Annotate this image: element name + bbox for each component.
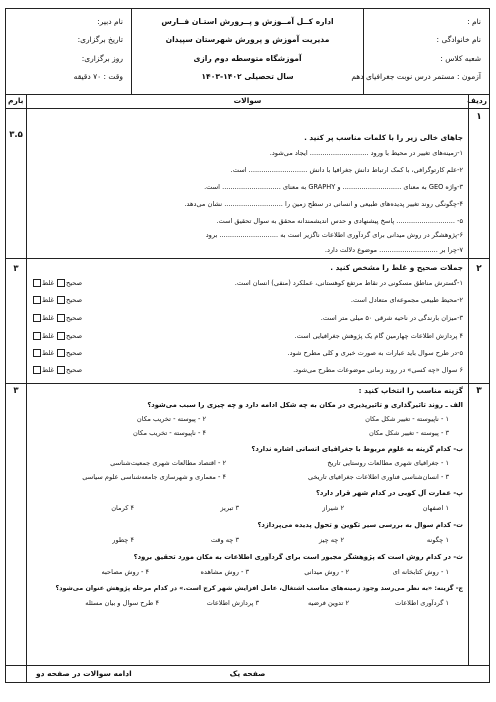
mc-option[interactable]: ۲ چه چیز: [318, 536, 344, 544]
question-item: ۲-علم کارتوگرافی، با کمک ارتباط دانش جغرافیا با دانش ............................ است.: [230, 166, 463, 174]
question-item: ۲-محیط طبیعی مجموعه‌ای متعادل است.: [350, 296, 463, 304]
section-true-false: [6, 258, 489, 384]
section-number: ۲: [476, 264, 482, 274]
mc-question: ب- کدام گزینه به علوم مربوط با جغرافیای انسانی اشاره ندارد؟: [251, 445, 463, 453]
mc-option[interactable]: ۴ کرمان: [111, 504, 134, 512]
false-checkbox[interactable]: [33, 332, 41, 340]
mc-question: ج- گزینه: «به نظر می‌رسد وجود زمینه‌های مناسب اشتغال، عامل افزایش شهر کرج است.» در کدام مرحله پژوهش عنوان می‌شود؟: [55, 584, 463, 592]
false-checkbox[interactable]: [33, 349, 41, 357]
mc-option[interactable]: ۳ - روش مشاهده: [200, 568, 249, 576]
time-label: وقت : ۷۰ دقیقه: [73, 72, 123, 81]
true-false-choice[interactable]: صحیح غلط: [32, 332, 82, 340]
section-number: ۳: [476, 386, 482, 396]
question-item: ۷-چرا بر ............................ موضوع دلالت دارد.: [324, 246, 463, 254]
exam-meta: [6, 9, 131, 94]
mc-option[interactable]: ۱ - جغرافیای شهری مطالعات روستایی تاریخ: [327, 459, 449, 467]
table-header: [6, 94, 489, 109]
mc-option[interactable]: ۴ - ناپیوسته - تخریب مکان: [133, 429, 206, 437]
question-item: ۱-زمینه‌های تغییر در محیط با ورود ............................ ایجاد می‌شود.: [269, 149, 463, 157]
date-label: تاریخ برگزاری:: [77, 35, 123, 44]
exam-subject: آزمون : مستمر درس نوبت جغرافیای دهم: [351, 72, 481, 81]
mc-option[interactable]: ۱ چگونه: [426, 536, 449, 544]
mc-option[interactable]: ۲ - روش میدانی: [304, 568, 349, 576]
question-item: ۴-چگونگی روند تغییر پدیده‌های طبیعی و انسانی در سطح زمین را ............................ نشان می‌دهد.: [184, 200, 463, 208]
mc-option[interactable]: ۱ - ناپیوسته - تغییر شکل مکان: [365, 415, 449, 423]
section-multiple-choice: [6, 383, 489, 668]
mc-option[interactable]: ۴ - روش مصاحبه: [101, 568, 149, 576]
exam-sheet: [5, 8, 490, 683]
section-title: جملات صحیح و غلط را مشخص کنید .: [330, 263, 463, 272]
school-info: [131, 9, 364, 94]
mc-option[interactable]: ۱ گردآوری اطلاعات: [395, 599, 449, 607]
mc-option[interactable]: ۳ پردازش اطلاعات: [206, 599, 259, 607]
section-title: جاهای خالی زیر را با کلمات مناسب پر کنید .: [304, 133, 463, 142]
mc-option[interactable]: ۲ تدوین فرضیه: [308, 599, 349, 607]
class-label: شعبه کلاس :: [440, 54, 481, 63]
mc-option[interactable]: ۱ - روش کتابخانه ای: [392, 568, 449, 576]
question-item: ۳-میزان بارندگی در ناحیه شرقی ۵۰ میلی متر است.: [320, 314, 463, 322]
mc-option[interactable]: ۳ تبریز: [220, 504, 239, 512]
true-false-choice[interactable]: صحیح غلط: [32, 279, 82, 287]
day-label: روز برگزاری:: [81, 54, 123, 63]
true-checkbox[interactable]: [57, 296, 65, 304]
false-checkbox[interactable]: [33, 296, 41, 304]
true-checkbox[interactable]: [57, 314, 65, 322]
mc-question: ت- کدام سوال به بررسی سیر تکوین و تحول پدیده می‌پردازد؟: [257, 521, 463, 529]
true-false-choice[interactable]: صحیح غلط: [32, 349, 82, 357]
continue-note: ادامه سوالات در صفحه دو: [36, 669, 132, 678]
mc-option[interactable]: ۱ اصفهان: [422, 504, 449, 512]
section-number: ۱: [476, 112, 482, 122]
question-item: ۵- ............................ پاسخ پیشنهادی و حدس اندیشمندانه محقق به سوال تحقیق است.: [216, 217, 463, 225]
mc-option[interactable]: ۲ - پیوسته - تخریب مکان: [136, 415, 206, 423]
section-fill-blanks: [6, 108, 489, 259]
questions-header: سوالات: [233, 96, 262, 105]
mc-question: الف ـ روند تاثیرگذاری و تاثیرپذیری در مکان به چه شکل ادامه دارد و چه چیزی را سبب می‌شود؟: [147, 401, 463, 409]
question-item: ۶ سوال «چه کسی» در روند زمانی موضوعات مطرح می‌شود.: [293, 366, 463, 374]
mc-option[interactable]: ۳ چه وقت: [210, 536, 239, 544]
true-false-choice[interactable]: صحیح غلط: [32, 314, 82, 322]
exam-header: [6, 9, 489, 95]
false-checkbox[interactable]: [33, 366, 41, 374]
city-office: مدیریت آموزش و پرورش شهرستان سپیدان: [165, 35, 330, 44]
true-false-choice[interactable]: صحیح غلط: [32, 296, 82, 304]
true-checkbox[interactable]: [57, 366, 65, 374]
page-footer: [6, 665, 489, 682]
row-number-header: ردیف: [467, 96, 487, 105]
section-score: ۳: [13, 264, 19, 274]
false-checkbox[interactable]: [33, 279, 41, 287]
true-checkbox[interactable]: [57, 332, 65, 340]
mc-option[interactable]: ۴ - معماری و شهرسازی جامعه‌شناسی علوم سیاسی: [82, 473, 226, 481]
question-item: ۶-پژوهشگر در روش میدانی برای گردآوری اطلاعات ناگزیر است به ............................ برود: [205, 231, 463, 239]
mc-option[interactable]: ۳ - انسان‌شناسی فناوری اطلاعات جغرافیای تاریخی: [308, 473, 449, 481]
question-item: ۱-گسترش مناطق مسکونی در نقاط مرتفع کوهستانی، عملکرد (منفی) انسان است.: [234, 279, 463, 287]
mc-option[interactable]: ۳ - پیوسته - تغییر شکل مکان: [369, 429, 449, 437]
section-score: ۳.۵: [9, 130, 23, 140]
question-item: ۴ پردازش اطلاعات چهارمین گام یک پژوهش جغرافیایی است.: [294, 332, 463, 340]
mc-option[interactable]: ۴ چطور: [112, 536, 134, 544]
school-year: سال تحصیلی ۱۴۰۲-۱۴۰۳: [201, 72, 294, 81]
student-family-label: نام خانوادگی :: [436, 35, 481, 44]
mc-option[interactable]: ۴ طرح سوال و بیان مسئله: [85, 599, 159, 607]
true-checkbox[interactable]: [57, 349, 65, 357]
false-checkbox[interactable]: [33, 314, 41, 322]
true-false-choice[interactable]: صحیح غلط: [32, 366, 82, 374]
true-checkbox[interactable]: [57, 279, 65, 287]
teacher-label: نام دبیر:: [97, 17, 123, 26]
province-office: اداره کــل آمــوزش و پــرورش استـان فــارس: [161, 17, 334, 26]
score-header: بارم: [8, 96, 24, 105]
mc-question: پ- عمارت آل کوبی در کدام شهر قرار دارد؟: [315, 489, 463, 497]
mc-option[interactable]: ۲ شیراز: [322, 504, 344, 512]
section-title: گزینه مناسب را انتخاب کنید :: [358, 386, 463, 395]
student-info: [351, 9, 489, 94]
page-number: صفحه یک: [229, 669, 266, 678]
mc-question: ث- در کدام روش است که پژوهشگر مجبور است برای گردآوری اطلاعات به مکان مورد تحقیق برود؟: [133, 553, 463, 561]
question-item: ۳-واژه GEO به معنای ............................ و GRAPHY به معنای ............................ است.: [204, 183, 463, 191]
section-score: ۳: [13, 386, 19, 396]
question-item: ۵-در طرح سوال باید عبارات به صورت خبری و کلی مطرح شود.: [287, 349, 463, 357]
school-name: آموزشگاه متوسطه دوم رازی: [193, 54, 302, 63]
student-name-label: نام :: [467, 17, 481, 26]
mc-option[interactable]: ۲ - اقتصاد مطالعات شهری جمعیت‌شناسی: [110, 459, 226, 467]
